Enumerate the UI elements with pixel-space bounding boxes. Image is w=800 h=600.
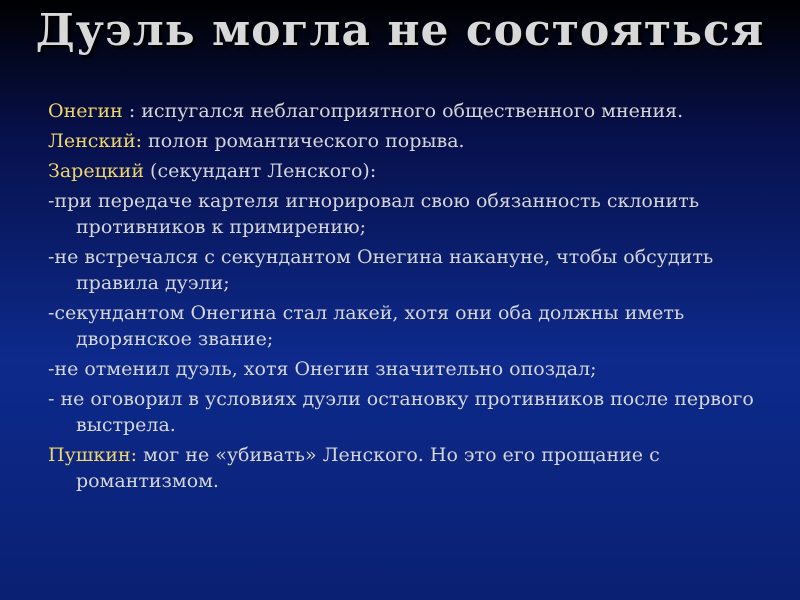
item-name: Онегин [48, 100, 123, 122]
item-text: -не встречался с секундантом Онегина накануне, чтобы обсудить правила дуэли; [48, 246, 714, 294]
list-item-pushkin [48, 442, 768, 494]
item-text: - не оговорил в условиях дуэли остановку противников после первого выстрела. [48, 388, 754, 436]
list-item [48, 356, 768, 382]
item-name: Пушкин: [48, 444, 138, 466]
slide-body [48, 98, 768, 498]
item-text: мог не «убивать» Ленского. Но это его прощание с романтизмом. [76, 444, 660, 492]
slide-title: Дуэль могла не состояться [35, 5, 765, 56]
item-text: -не отменил дуэль, хотя Онегин значительно опоздал; [48, 358, 597, 380]
item-text: (секундант Ленского): [144, 160, 377, 182]
item-name: Ленский: [48, 130, 143, 152]
list-item-lensky [48, 128, 768, 154]
item-name: Зарецкий [48, 160, 144, 182]
item-text: -секундантом Онегина стал лакей, хотя они оба должны иметь дворянское звание; [48, 302, 685, 350]
list-item [48, 300, 768, 352]
list-item [48, 244, 768, 296]
list-item [48, 188, 768, 240]
item-text: -при передаче картеля игнорировал свою обязанность склонить противников к примирению; [48, 190, 700, 238]
item-text: полон романтического порыва. [142, 130, 465, 152]
list-item-onegin [48, 98, 768, 124]
list-item [48, 386, 768, 438]
item-text: : испугался неблагоприятного общественного мнения. [122, 100, 684, 122]
list-item-zaretsky [48, 158, 768, 184]
